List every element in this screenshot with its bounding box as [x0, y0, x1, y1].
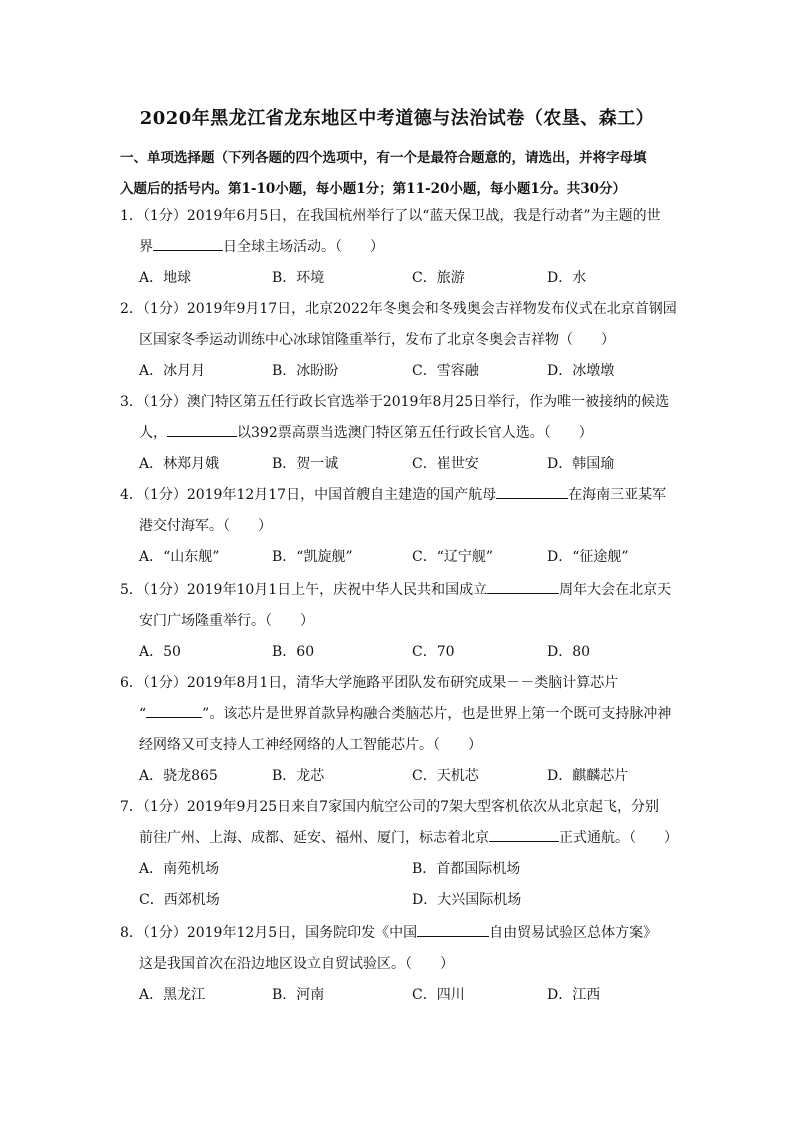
option-c[interactable]: C．崔世安 [412, 456, 479, 472]
question-1 [120, 201, 680, 294]
question-text: 3．（1分）澳门特区第五任行政长官选举于2019年8月25日举行，作为唯一被接纳的候选 [120, 394, 670, 410]
option-a[interactable]: A．冰月月 [139, 363, 206, 379]
question-text: 以392票高票当选澳门特区第五任行政长官人选。（ ） [237, 425, 593, 441]
option-c[interactable]: C．70 [412, 644, 455, 660]
answer-blank [146, 703, 202, 718]
question-5 [120, 575, 680, 668]
option-c[interactable]: C．旅游 [412, 270, 465, 286]
answer-blank [487, 579, 559, 594]
question-text: 经网络又可支持人工神经网络的人工智能芯片。（ ） [139, 737, 482, 753]
option-d[interactable]: D．“征途舰” [547, 549, 629, 565]
question-text: 区国家冬季运动训练中心冰球馆隆重举行，发布了北京冬奥会吉祥物（ ） [139, 332, 615, 348]
question-3 [120, 387, 680, 480]
question-text: 4．（1分）2019年12月17日，中国首艘自主建造的国产航母 [120, 487, 497, 503]
option-c[interactable]: C．雪容融 [412, 363, 479, 379]
answer-blank [496, 484, 568, 499]
question-8 [120, 918, 680, 1011]
question-text: 这是我国首次在沿边地区设立自贸试验区。（ ） [139, 956, 454, 972]
option-d[interactable]: D．大兴国际机场 [412, 892, 522, 908]
option-b[interactable]: B．贺一诚 [272, 456, 339, 472]
answer-blank [489, 827, 559, 842]
option-c[interactable]: C．西郊机场 [139, 892, 220, 908]
option-b[interactable]: B．60 [272, 644, 315, 660]
question-text: 正式通航。（ ） [559, 830, 678, 846]
options-row [120, 449, 680, 480]
section-line: 入题后的括号内。第1-10小题，每小题1分；第11-20小题，每小题1分。共30分） [120, 181, 627, 197]
option-d[interactable]: D．冰墩墩 [547, 363, 615, 379]
question-text: 前往广州、上海、成都、延安、福州、厦门，标志着北京 [139, 830, 489, 846]
option-d[interactable]: D．80 [547, 644, 591, 660]
options-row [120, 542, 680, 573]
question-text: 周年大会在北京天 [559, 582, 672, 598]
option-d[interactable]: D．韩国瑜 [547, 456, 615, 472]
question-text: 在海南三亚某军 [568, 487, 667, 503]
options-row [120, 637, 680, 668]
option-c[interactable]: C．“辽宁舰” [412, 549, 494, 565]
question-2 [120, 294, 680, 387]
question-text: 8．（1分）2019年12月5日，国务院印发《中国 [120, 925, 418, 941]
answer-blank [417, 922, 489, 937]
option-a[interactable]: A．“山东舰” [139, 549, 220, 565]
option-a[interactable]: A．黑龙江 [139, 987, 206, 1003]
options-row [120, 885, 680, 916]
question-text: 安门广场隆重举行。（ ） [139, 613, 314, 629]
option-d[interactable]: D．麒麟芯片 [547, 768, 629, 784]
option-a[interactable]: A．地球 [139, 270, 192, 286]
question-4 [120, 480, 680, 573]
question-6 [120, 668, 680, 792]
option-b[interactable]: B．龙芯 [272, 768, 325, 784]
option-c[interactable]: C．四川 [412, 987, 465, 1003]
option-a[interactable]: A．南苑机场 [139, 861, 220, 877]
section-line: 一、单项选择题（下列各题的四个选项中，有一个是最符合题意的，请选出，并将字母填 [120, 150, 647, 166]
question-text: 1．（1分）2019年6月5日，在我国杭州举行了以“蓝天保卫战，我是行动者”为主题的世 [120, 208, 661, 224]
options-row [120, 263, 680, 294]
options-row [120, 854, 680, 885]
question-text: 7．（1分）2019年9月25日来自7家国内航空公司的7架大型客机依次从北京起飞，分别 [120, 799, 659, 815]
option-b[interactable]: B．河南 [272, 987, 325, 1003]
question-text: 港交付海军。（ ） [139, 518, 272, 534]
question-text: 人， [139, 425, 167, 441]
question-text: 6．（1分）2019年8月1日，清华大学施路平团队发布研究成果－－类脑计算芯片 [120, 675, 619, 691]
option-b[interactable]: B．环境 [272, 270, 325, 286]
option-b[interactable]: B．冰盼盼 [272, 363, 339, 379]
question-text: 自由贸易试验区总体方案》 [489, 925, 658, 941]
page-title: 2020年黑龙江省龙东地区中考道德与法治试卷（农垦、森工） [139, 108, 655, 129]
option-b[interactable]: B．“凯旋舰” [272, 549, 353, 565]
options-row [120, 980, 680, 1011]
option-b[interactable]: B．首都国际机场 [412, 861, 521, 877]
question-text: 界 [139, 239, 153, 255]
option-d[interactable]: D．水 [547, 270, 587, 286]
question-text: “ [139, 706, 147, 722]
question-text: ”。该芯片是世界首款异构融合类脑芯片，也是世界上第一个既可支持脉冲神 [202, 706, 672, 722]
section-instructions [120, 143, 680, 205]
answer-blank [167, 422, 237, 437]
option-a[interactable]: A．林郑月娥 [139, 456, 220, 472]
option-a[interactable]: A．骁龙865 [139, 768, 218, 784]
option-a[interactable]: A．50 [139, 644, 181, 660]
answer-blank [153, 236, 223, 251]
question-text: 2．（1分）2019年9月17日，北京2022年冬奥会和冬残奥会吉祥物发布仪式在北京首钢园 [120, 301, 677, 317]
option-d[interactable]: D．江西 [547, 987, 601, 1003]
options-row [120, 356, 680, 387]
option-c[interactable]: C．天机芯 [412, 768, 479, 784]
question-text: 5．（1分）2019年10月1日上午，庆祝中华人民共和国成立 [120, 582, 488, 598]
question-7 [120, 792, 680, 916]
question-text: 日全球主场活动。（ ） [223, 239, 384, 255]
options-row [120, 761, 680, 792]
